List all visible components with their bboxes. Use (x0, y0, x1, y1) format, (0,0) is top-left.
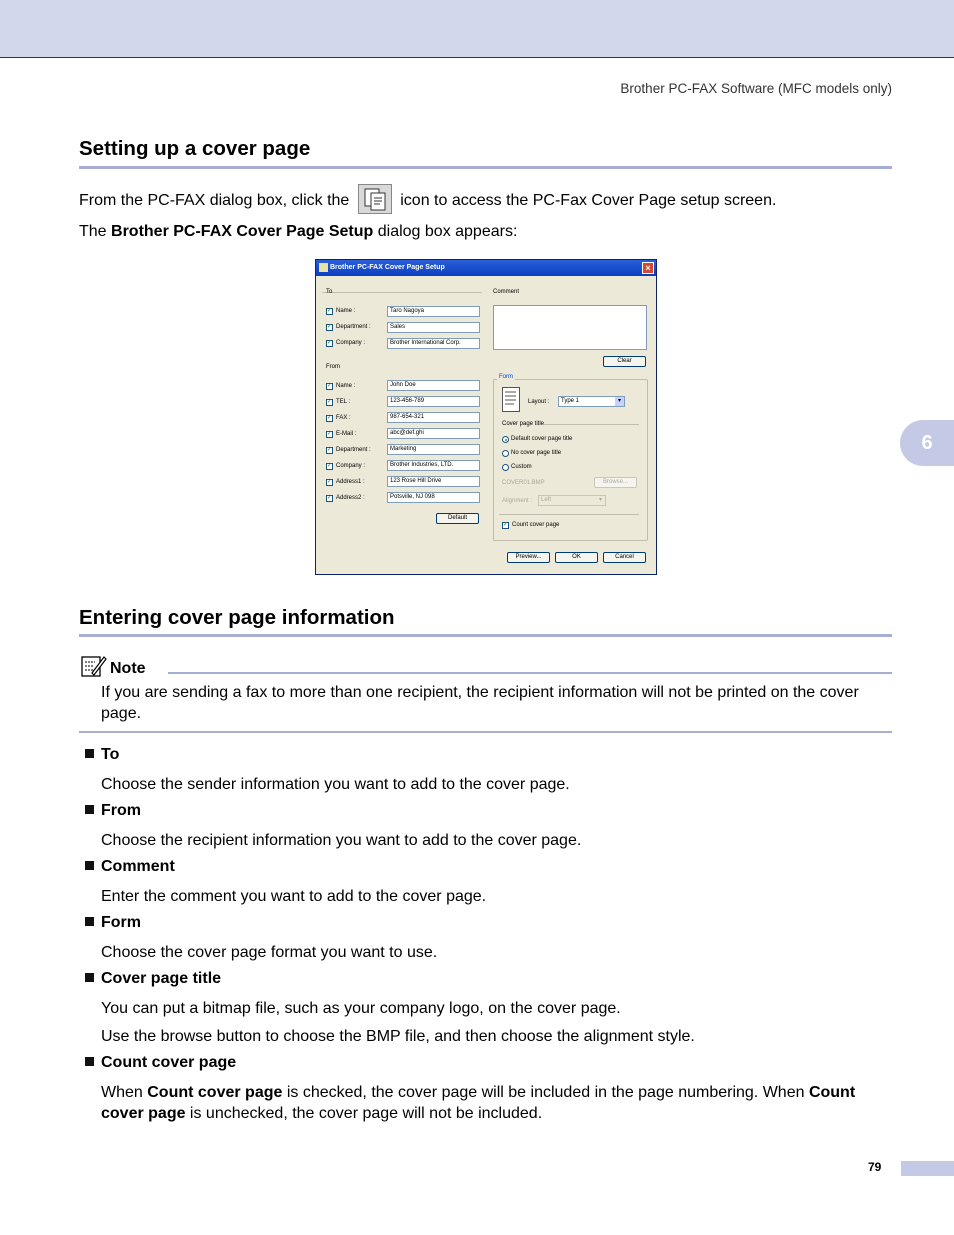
cancel-button[interactable]: Cancel (603, 552, 646, 563)
cover-bmp-filename: COVER01.BMP (502, 480, 545, 486)
chevron-down-icon[interactable]: ▾ (598, 497, 602, 503)
item-count-text: When Count cover page is checked, the cover page will be included in the page numbering. When Count cover page is unchecked, the cover page will not be included. (101, 1084, 856, 1122)
paragraph-dialog-appears: The Brother PC-FAX Cover Page Setup dialog box appears: (79, 223, 518, 240)
paragraph-click-icon: From the PC-FAX dialog box, click the icon to access the PC-Fax Cover Page setup screen. (79, 186, 776, 216)
from-address1-label: Address1 : (336, 479, 365, 485)
to-department-label: Department : (336, 324, 371, 330)
layout-label: Layout : (528, 399, 550, 405)
item-comment-text: Enter the comment you want to add to the cover page. (101, 888, 487, 905)
page-number: 79 (868, 1160, 882, 1174)
cover-page-preview-icon (502, 387, 520, 412)
from-name-checkbox[interactable]: ✓ (327, 383, 333, 389)
from-fax-label: FAX : (336, 415, 351, 421)
from-email-field[interactable]: abc@def.ghi (387, 428, 480, 439)
from-address2-field[interactable]: Potsville, NJ 098 (387, 492, 480, 503)
dialog-title: Brother PC-FAX Cover Page Setup (330, 264, 445, 271)
browse-button[interactable]: Browse... (594, 477, 637, 488)
note-rule (168, 672, 892, 674)
form-divider (499, 514, 639, 515)
item-count-heading: Count cover page (85, 1054, 236, 1072)
to-name-checkbox[interactable]: ✓ (327, 308, 333, 314)
layout-value: Type 1 (561, 398, 580, 404)
dialog-titlebar (316, 260, 656, 276)
alignment-select[interactable] (538, 495, 606, 506)
ok-button[interactable]: OK (555, 552, 598, 563)
to-group-label: To (326, 289, 333, 295)
running-header: Brother PC-FAX Software (MFC models only) (620, 81, 892, 96)
from-tel-field[interactable]: 123-456-789 (387, 396, 480, 407)
from-tel-label: TEL : (336, 399, 351, 405)
radio-default-title[interactable] (502, 436, 509, 443)
item-to-heading: To (85, 746, 119, 764)
item-from-heading: From (85, 802, 141, 820)
section-rule (79, 166, 892, 169)
from-tel-checkbox[interactable]: ✓ (327, 399, 333, 405)
to-company-field[interactable]: Brother International Corp. (387, 338, 480, 349)
radio-no-title-label: No cover page title (511, 450, 562, 456)
count-cover-checkbox[interactable]: ✓ (503, 522, 509, 528)
from-email-checkbox[interactable]: ✓ (327, 431, 333, 437)
from-address1-field[interactable]: 123 Rose Hill Drive (387, 476, 480, 487)
to-name-label: Name : (336, 308, 356, 314)
bullet-square-icon (85, 861, 94, 870)
item-form-heading: Form (85, 914, 141, 932)
from-department-checkbox[interactable]: ✓ (327, 447, 333, 453)
from-address1-checkbox[interactable]: ✓ (327, 479, 333, 485)
bullet-square-icon (85, 749, 94, 758)
header-band (0, 0, 954, 58)
to-department-field[interactable]: Sales (387, 322, 480, 333)
from-company-field[interactable]: Brother Industries, LTD. (387, 460, 480, 471)
item-comment-heading: Comment (85, 858, 175, 876)
from-address2-checkbox[interactable]: ✓ (327, 495, 333, 501)
close-icon[interactable]: × (642, 262, 654, 274)
note-label: Note (110, 660, 146, 677)
chapter-tab: 6 (900, 420, 954, 466)
from-group-label: From (326, 364, 340, 370)
note-pencil-icon (81, 654, 107, 678)
item-cover-title-heading: Cover page title (85, 970, 221, 988)
section-rule (79, 634, 892, 637)
footer-bar (901, 1161, 954, 1176)
cover-page-setup-dialog (315, 259, 657, 575)
count-cover-label: Count cover page (512, 522, 560, 528)
note-text: If you are sending a fax to more than one recipient, the recipient information will not be printed on the cover page. (101, 684, 859, 722)
from-company-checkbox[interactable]: ✓ (327, 463, 333, 469)
radio-default-title-label: Default cover page title (511, 436, 573, 442)
item-form-text: Choose the cover page format you want to use. (101, 944, 438, 961)
alignment-value: Left (541, 497, 552, 503)
radio-custom-label: Custom (511, 464, 532, 470)
section-title-entering: Entering cover page information (79, 606, 395, 629)
to-company-checkbox[interactable]: ✓ (327, 340, 333, 346)
form-group-label: Form (499, 374, 513, 380)
preview-button[interactable]: Preview... (507, 552, 550, 563)
item-to-text: Choose the sender information you want to add to the cover page. (101, 776, 570, 793)
to-name-field[interactable]: Taro Nagoya (387, 306, 480, 317)
from-fax-checkbox[interactable]: ✓ (327, 415, 333, 421)
bullet-square-icon (85, 805, 94, 814)
from-department-field[interactable]: Marketing (387, 444, 480, 455)
from-fax-field[interactable]: 987-654-321 (387, 412, 480, 423)
alignment-label: Alignment : (502, 498, 533, 504)
app-icon (319, 263, 328, 272)
default-button[interactable]: Default (436, 513, 479, 524)
note-bottom-rule (79, 731, 892, 733)
radio-no-title[interactable] (502, 450, 509, 457)
cover-title-group-label: Cover page title (502, 421, 545, 427)
from-email-label: E-Mail : (336, 431, 357, 437)
bullet-square-icon (85, 917, 94, 926)
cover-title-divider (544, 424, 639, 425)
item-cover-title-text2: Use the browse button to choose the BMP file, and then choose the alignment style. (101, 1028, 695, 1045)
comment-group-label: Comment (493, 289, 520, 295)
layout-select[interactable] (558, 396, 625, 407)
bullet-square-icon (85, 973, 94, 982)
section-title-setup: Setting up a cover page (79, 137, 311, 160)
from-company-label: Company : (336, 463, 366, 469)
bullet-square-icon (85, 1057, 94, 1066)
radio-custom[interactable] (502, 464, 509, 471)
to-company-label: Company : (336, 340, 366, 346)
from-address2-label: Address2 : (336, 495, 365, 501)
to-department-checkbox[interactable]: ✓ (327, 324, 333, 330)
comment-textarea[interactable] (493, 305, 647, 350)
chevron-down-icon[interactable]: ▾ (615, 397, 624, 406)
from-name-field[interactable]: John Doe (387, 380, 480, 391)
cover-page-icon (358, 184, 392, 214)
from-name-label: Name : (336, 383, 356, 389)
item-from-text: Choose the recipient information you want to add to the cover page. (101, 832, 582, 849)
from-department-label: Department : (336, 447, 371, 453)
item-cover-title-text: You can put a bitmap file, such as your company logo, on the cover page. (101, 1000, 621, 1017)
clear-button[interactable]: Clear (603, 356, 646, 367)
